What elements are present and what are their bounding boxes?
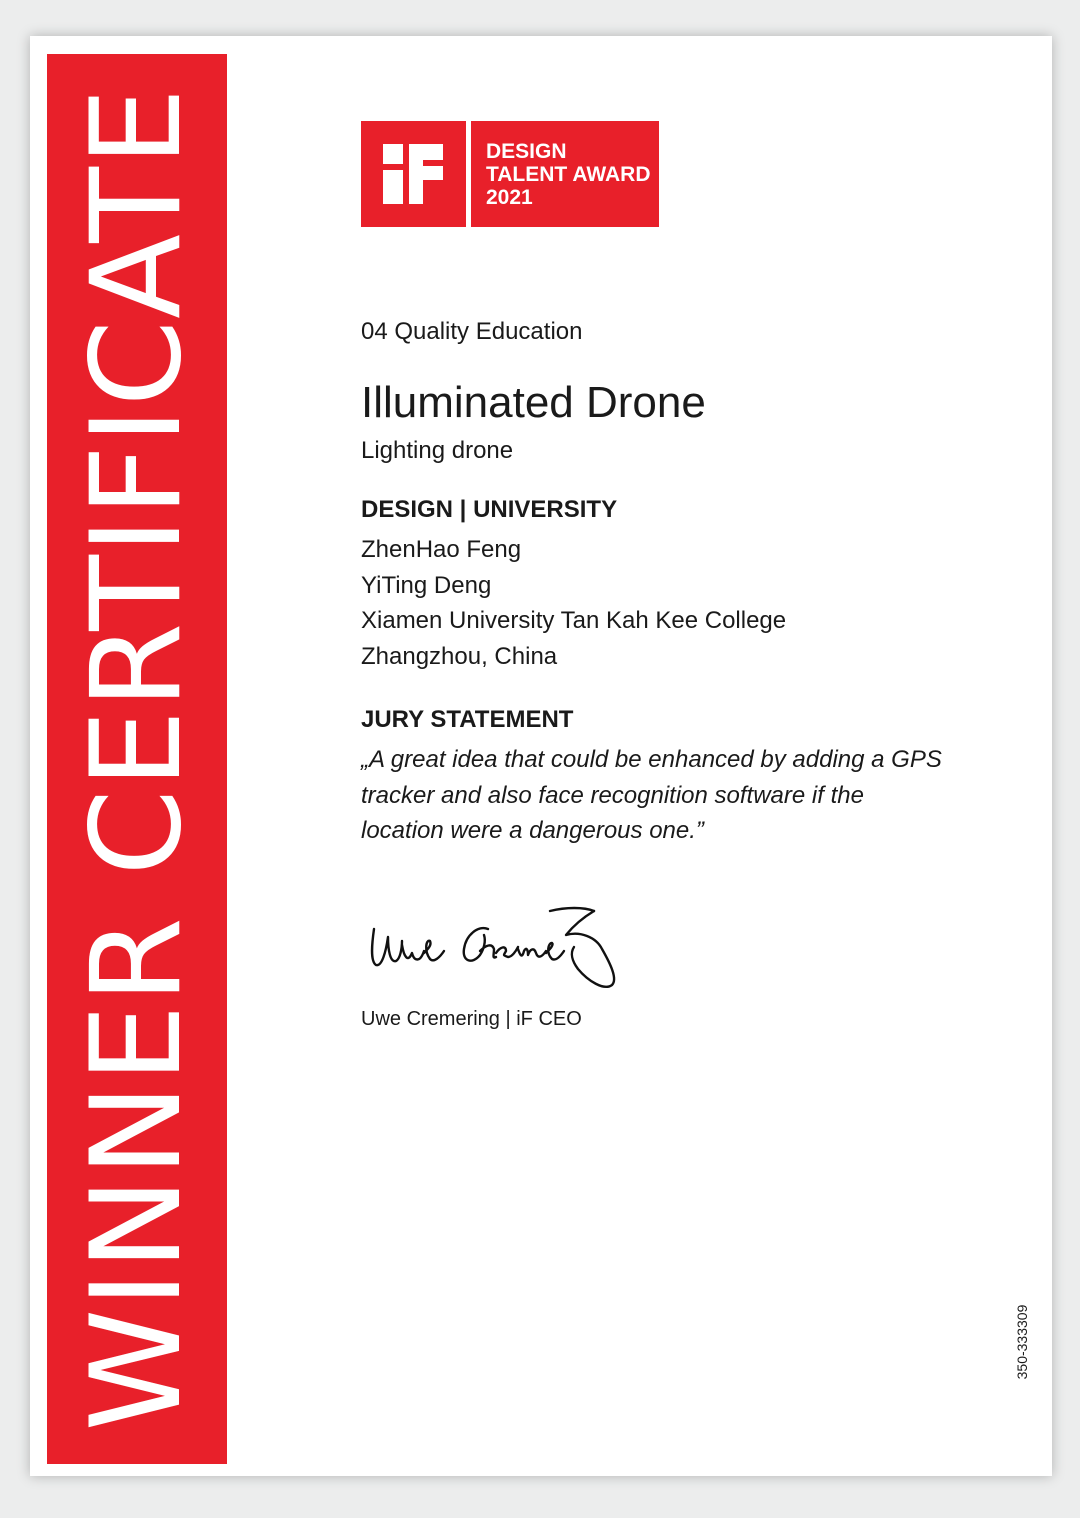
document-number: 350-333309 <box>1014 1304 1030 1380</box>
signatory-name: Uwe Cremering | iF CEO <box>361 1008 582 1030</box>
logo-line-design: DESIGN <box>486 140 567 163</box>
product-subtitle: Lighting drone <box>361 437 514 464</box>
credit-designer-2: YiTing Deng <box>361 571 492 599</box>
logo-line-talent-award: TALENT AWARD <box>486 163 651 186</box>
credits-list <box>361 532 786 674</box>
side-title: WINNER CERTIFICATE <box>65 86 209 1432</box>
logo-line-year: 2021 <box>486 186 533 209</box>
credit-university: Xiamen University Tan Kah Kee College <box>361 607 787 634</box>
ceo-signature <box>366 901 636 996</box>
jury-statement <box>361 742 1021 849</box>
certificate-page <box>30 36 1052 1476</box>
award-category: 04 Quality Education <box>361 318 583 345</box>
if-award-logo <box>361 121 659 227</box>
product-title: Illuminated Drone <box>361 378 706 427</box>
credit-designer-1: ZhenHao Feng <box>361 536 522 563</box>
credit-location: Zhangzhou, China <box>361 642 558 670</box>
jury-statement-line: „A great idea that could be enhanced by adding a GPS <box>361 746 942 773</box>
jury-statement-line: tracker and also face recognition software if the <box>361 781 864 809</box>
credits-heading: DESIGN | UNIVERSITY <box>361 496 618 523</box>
jury-statement-line: location were a dangerous one.” <box>361 817 704 844</box>
if-logo-mark <box>361 121 466 227</box>
side-band <box>47 54 227 1464</box>
jury-heading: JURY STATEMENT <box>361 706 574 733</box>
logo-text <box>471 121 659 227</box>
